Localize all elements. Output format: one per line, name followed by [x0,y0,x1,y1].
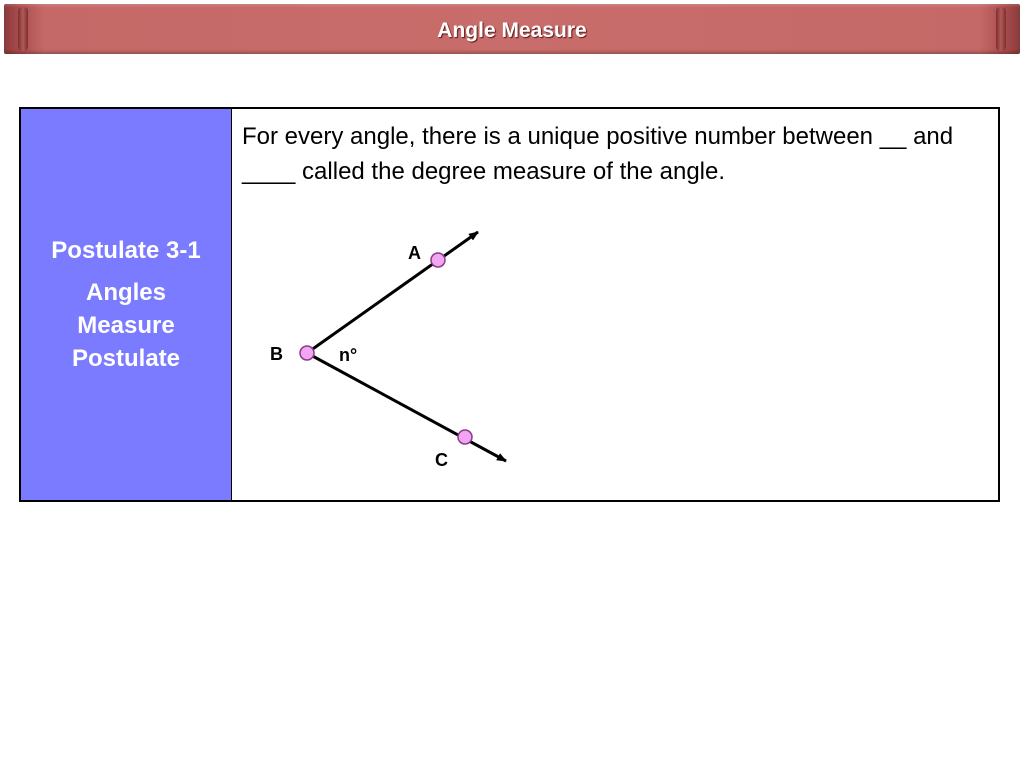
postulate-name: Angles Measure Postulate [71,279,181,372]
angle-diagram [232,109,1000,502]
label-b: B [270,344,283,364]
label-c: C [435,450,448,470]
slide-title: Angle Measure [437,19,587,42]
title-bar [4,4,1020,54]
postulate-number: Postulate 3-1 [51,237,201,264]
point-c [458,430,472,444]
postulate-content-cell [232,109,998,500]
postulate-table [19,107,1000,502]
label-a: A [408,243,421,263]
point-a [431,253,445,267]
point-b [300,346,314,360]
postulate-heading-cell [21,109,232,500]
postulate-statement: For every angle, there is a unique positive number between __ and ____ called the degree measure of the angle. [242,123,954,185]
label-angle: n° [339,345,358,365]
ray-ba [307,232,478,353]
ray-bc [307,353,506,461]
